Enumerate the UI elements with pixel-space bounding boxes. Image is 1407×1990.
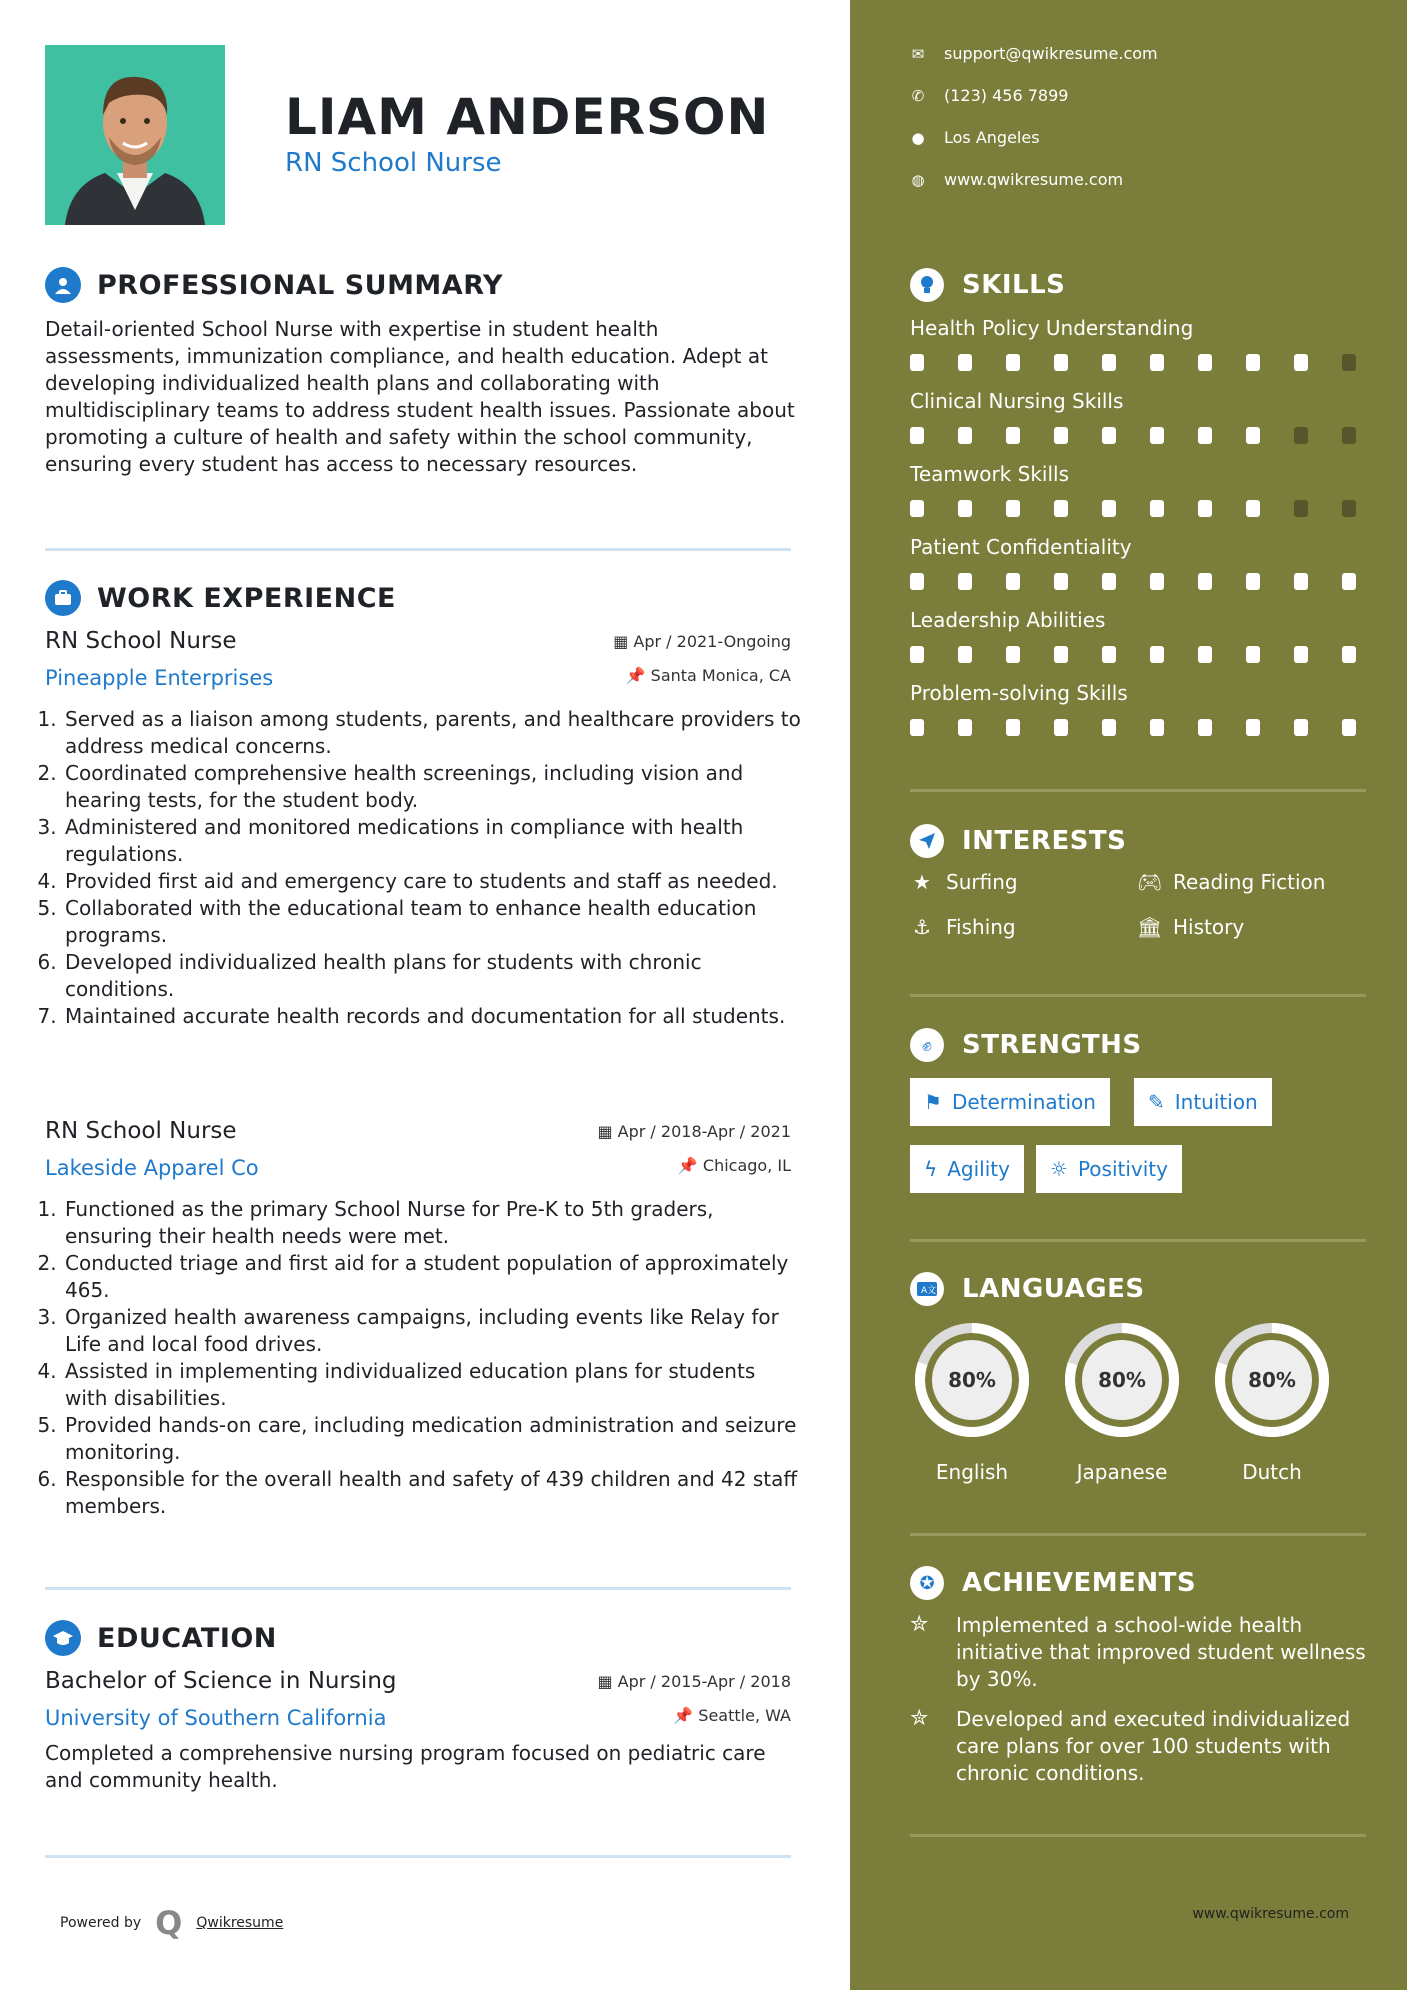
pin-icon: 📌 xyxy=(677,1156,703,1175)
divider xyxy=(45,1587,791,1590)
museum-icon: 🏛︎ xyxy=(1137,915,1163,939)
rating-dot xyxy=(1198,573,1212,590)
briefcase-icon xyxy=(45,580,81,616)
anchor-icon: ⚓︎ xyxy=(913,915,931,939)
envelope-icon: ✉ xyxy=(911,44,925,63)
rating-dot xyxy=(958,500,972,517)
skills-heading: SKILLS xyxy=(910,268,1065,302)
rating-dot xyxy=(1150,500,1164,517)
rating-dot xyxy=(1198,500,1212,517)
rating-dot xyxy=(1246,354,1260,371)
skill-item xyxy=(910,316,1370,340)
rating-dot xyxy=(1054,500,1068,517)
rating-dot xyxy=(1006,354,1020,371)
rating-dot xyxy=(1150,573,1164,590)
user-icon xyxy=(45,267,81,303)
rating-dot xyxy=(1102,354,1116,371)
list-item: 3. Administered and monitored medications in compliance with health regulations. xyxy=(63,814,803,868)
divider xyxy=(910,1834,1366,1837)
skill-rating xyxy=(910,573,1390,590)
rating-dot xyxy=(1006,719,1020,736)
list-item: 2. Conducted triage and first aid for a student population of approximately 465. xyxy=(63,1250,803,1304)
skill-name: Problem-solving Skills xyxy=(910,681,1128,705)
school-name: University of Southern California xyxy=(45,1706,387,1730)
skill-name: Clinical Nursing Skills xyxy=(910,389,1124,413)
summary-title: PROFESSIONAL SUMMARY xyxy=(97,269,504,301)
gamepad-icon: 🎮︎ xyxy=(1137,870,1163,894)
education-location: 📌 Seattle, WA xyxy=(673,1706,791,1725)
job-entry xyxy=(45,1118,798,1538)
contact-email[interactable]: ✉ support@qwikresume.com xyxy=(911,44,1158,63)
skill-rating xyxy=(910,646,1390,663)
rating-dot xyxy=(1150,427,1164,444)
rating-dot xyxy=(910,354,924,371)
list-item: 1. Functioned as the primary School Nurse for Pre-K to 5th graders, ensuring their health needs were met. xyxy=(63,1196,803,1250)
profile-photo xyxy=(45,45,225,225)
experience-heading xyxy=(45,580,396,616)
rating-dot xyxy=(1198,427,1212,444)
job-date: ▦ Apr / 2021-Ongoing xyxy=(613,632,791,651)
divider xyxy=(910,994,1366,997)
language-name: English xyxy=(935,1460,1009,1484)
job-bullets xyxy=(45,1196,803,1520)
rating-dot xyxy=(1006,427,1020,444)
shooting-star-icon: ✮ xyxy=(910,1706,929,1731)
job-location: 📌 Chicago, IL xyxy=(677,1156,791,1175)
rating-dot xyxy=(958,573,972,590)
rating-dot xyxy=(1342,719,1356,736)
interest-item: 🏛︎ History xyxy=(1137,915,1245,939)
rating-dot xyxy=(1198,646,1212,663)
rating-dot xyxy=(1246,500,1260,517)
rating-dot xyxy=(1342,427,1356,444)
rating-dot xyxy=(1294,427,1308,444)
paper-plane-icon xyxy=(910,824,944,858)
divider xyxy=(45,548,791,551)
list-item: 6. Responsible for the overall health and safety of 439 children and 42 staff members. xyxy=(63,1466,803,1520)
job-company: Lakeside Apparel Co xyxy=(45,1156,259,1180)
language-name: Dutch xyxy=(1242,1460,1302,1484)
achievement-item: ✮ Developed and executed individualized care plans for over 100 students with chronic conditions. xyxy=(910,1706,1351,1785)
rating-dot xyxy=(1054,427,1068,444)
skill-item xyxy=(910,681,1370,705)
bolt-icon: ϟ xyxy=(924,1157,938,1181)
rating-dot xyxy=(1198,354,1212,371)
rating-dot xyxy=(1006,573,1020,590)
rating-dot xyxy=(1102,500,1116,517)
contact-phone[interactable]: ✆ (123) 456 7899 xyxy=(911,86,1069,105)
rating-dot xyxy=(1246,427,1260,444)
shooting-star-icon: ✮ xyxy=(910,1612,929,1637)
sidebar xyxy=(850,0,1407,1990)
job-bullets xyxy=(45,706,803,1030)
skill-rating xyxy=(910,719,1390,736)
rating-dot xyxy=(1006,500,1020,517)
language-ring xyxy=(1060,1318,1184,1442)
rating-dot xyxy=(1150,646,1164,663)
skill-item xyxy=(910,389,1370,413)
job-entry xyxy=(45,628,801,1088)
list-item: 7. Maintained accurate health records and documentation for all students. xyxy=(63,1003,803,1030)
rating-dot xyxy=(1342,646,1356,663)
star-badge-icon: ✪ xyxy=(910,1566,944,1600)
skill-rating xyxy=(910,427,1390,444)
job-role: RN School Nurse xyxy=(45,1118,237,1144)
rating-dot xyxy=(958,646,972,663)
degree: Bachelor of Science in Nursing xyxy=(45,1668,397,1694)
divider xyxy=(45,1855,791,1858)
rating-dot xyxy=(1342,573,1356,590)
job-location: 📌 Santa Monica, CA xyxy=(625,666,791,685)
rating-dot xyxy=(1294,719,1308,736)
language-ring xyxy=(1210,1318,1334,1442)
divider xyxy=(910,1533,1366,1536)
education-date: ▦ Apr / 2015-Apr / 2018 xyxy=(597,1672,791,1691)
rating-dot xyxy=(1102,573,1116,590)
education-title: EDUCATION xyxy=(97,1622,277,1654)
achievements-heading: ✪ ACHIEVEMENTS xyxy=(910,1566,1196,1600)
interest-item: 🎮︎ Reading Fiction xyxy=(1137,870,1326,894)
list-item: 5. Provided hands-on care, including medication administration and seizure monitoring. xyxy=(63,1412,803,1466)
rating-dot xyxy=(1054,354,1068,371)
rating-dot xyxy=(1006,646,1020,663)
languages-heading: A文 LANGUAGES xyxy=(910,1272,1145,1306)
fist-icon: ✊︎ xyxy=(910,1028,944,1062)
rating-dot xyxy=(910,719,924,736)
job-company: Pineapple Enterprises xyxy=(45,666,274,690)
rating-dot xyxy=(1246,646,1260,663)
divider xyxy=(910,789,1366,792)
list-item: 1. Served as a liaison among students, parents, and healthcare providers to address medical concerns. xyxy=(63,706,803,760)
candidate-title: RN School Nurse xyxy=(285,148,502,178)
strength-tag: ϟ Agility xyxy=(910,1145,1024,1193)
rating-dot xyxy=(910,573,924,590)
interest-item: ★ Surfing xyxy=(910,870,1018,894)
rating-dot xyxy=(1102,719,1116,736)
pin-icon: 📌 xyxy=(625,666,651,685)
flag-icon: ⚑ xyxy=(924,1090,942,1114)
pin-icon: 📌 xyxy=(673,1706,699,1725)
skill-item xyxy=(910,535,1370,559)
candidate-name: LIAM ANDERSON xyxy=(285,88,770,146)
rating-dot xyxy=(1294,646,1308,663)
rating-dot xyxy=(1054,719,1068,736)
magic-wand-icon: ✎ xyxy=(1148,1090,1165,1114)
skill-rating xyxy=(910,500,1390,517)
interests-heading: INTERESTS xyxy=(910,824,1126,858)
calendar-icon: ▦ xyxy=(597,1672,618,1691)
list-item: 4. Assisted in implementing individualized education plans for students with disabilities. xyxy=(63,1358,803,1412)
skill-name: Leadership Abilities xyxy=(910,608,1106,632)
rating-dot xyxy=(1294,500,1308,517)
rating-dot xyxy=(958,354,972,371)
rating-dot xyxy=(1294,573,1308,590)
qwikresume-logo-icon: Q xyxy=(155,1904,183,1942)
strength-tag: ✎ Intuition xyxy=(1134,1078,1272,1126)
rating-dot xyxy=(1150,719,1164,736)
contact-website[interactable]: ◍ www.qwikresume.com xyxy=(911,170,1124,189)
strength-tag: ⚑ Determination xyxy=(910,1078,1110,1126)
map-marker-icon: ● xyxy=(911,128,925,147)
language-name: Japanese xyxy=(1076,1460,1168,1484)
brand-link[interactable]: Qwikresume xyxy=(196,1915,284,1931)
lightbulb-icon xyxy=(910,268,944,302)
list-item: 3. Organized health awareness campaigns, including events like Relay for Life and local food drives. xyxy=(63,1304,803,1358)
skill-item xyxy=(910,608,1370,632)
calendar-icon: ▦ xyxy=(597,1122,618,1141)
rating-dot xyxy=(1150,354,1164,371)
experience-title: WORK EXPERIENCE xyxy=(97,582,396,614)
achievement-item: ✮ Implemented a school-wide health initiative that improved student wellness by 30%. xyxy=(910,1612,1366,1691)
list-item: 4. Provided first aid and emergency care to students and staff as needed. xyxy=(63,868,803,895)
job-date: ▦ Apr / 2018-Apr / 2021 xyxy=(597,1122,791,1141)
language-percent: 80% xyxy=(1098,1368,1146,1392)
language-icon xyxy=(910,1272,944,1306)
sun-icon: ☼ xyxy=(1050,1157,1068,1181)
calendar-icon: ▦ xyxy=(613,632,634,651)
language-percent: 80% xyxy=(1248,1368,1296,1392)
education-heading xyxy=(45,1620,277,1656)
rating-dot xyxy=(1342,354,1356,371)
rating-dot xyxy=(910,500,924,517)
rating-dot xyxy=(1294,354,1308,371)
interest-item: ⚓︎ Fishing xyxy=(910,915,1016,939)
strengths-heading: ✊︎ STRENGTHS xyxy=(910,1028,1142,1062)
graduation-cap-icon xyxy=(45,1620,81,1656)
language-item xyxy=(910,1318,1034,1484)
phone-icon: ✆ xyxy=(911,86,925,105)
rating-dot xyxy=(958,427,972,444)
language-item xyxy=(1210,1318,1334,1484)
rating-dot xyxy=(910,427,924,444)
rating-dot xyxy=(1246,719,1260,736)
job-role: RN School Nurse xyxy=(45,628,237,654)
powered-by xyxy=(60,1904,283,1942)
rating-dot xyxy=(1102,427,1116,444)
summary-heading xyxy=(45,267,503,303)
rating-dot xyxy=(1102,646,1116,663)
language-ring xyxy=(910,1318,1034,1442)
list-item: 5. Collaborated with the educational team to enhance health education programs. xyxy=(63,895,803,949)
rating-dot xyxy=(1342,500,1356,517)
rating-dot xyxy=(1054,573,1068,590)
rating-dot xyxy=(1198,719,1212,736)
summary-text: Detail-oriented School Nurse with expertise in student health assessments, immunization compliance, and health education. Adept at developing individualized health plans and collaborating with multidisciplinary teams to address student health issues. Passionate about promoting a culture of health and safety within the school community, ensuring every student has access to necessary resources. xyxy=(45,317,795,476)
footer-site[interactable]: www.qwikresume.com xyxy=(1192,1906,1349,1922)
star-icon: ★ xyxy=(913,870,931,894)
skill-name: Teamwork Skills xyxy=(910,462,1069,486)
strength-tag: ☼ Positivity xyxy=(1036,1145,1182,1193)
rating-dot xyxy=(958,719,972,736)
language-item xyxy=(1060,1318,1184,1484)
skill-name: Health Policy Understanding xyxy=(910,316,1194,340)
globe-icon: ◍ xyxy=(911,170,925,189)
language-percent: 80% xyxy=(948,1368,996,1392)
divider xyxy=(910,1239,1366,1242)
list-item: 2. Coordinated comprehensive health screenings, including vision and hearing tests, for the student body. xyxy=(63,760,803,814)
list-item: 6. Developed individualized health plans for students with chronic conditions. xyxy=(63,949,803,1003)
skill-rating xyxy=(910,354,1390,371)
contact-location: ● Los Angeles xyxy=(911,128,1040,147)
rating-dot xyxy=(1054,646,1068,663)
skill-item xyxy=(910,462,1370,486)
svg-text:A文: A文 xyxy=(921,1286,937,1296)
powered-by-label: Powered by xyxy=(60,1915,142,1931)
rating-dot xyxy=(910,646,924,663)
education-entry xyxy=(45,1668,791,1738)
education-description: Completed a comprehensive nursing program focused on pediatric care and community health. xyxy=(45,1741,766,1792)
rating-dot xyxy=(1246,573,1260,590)
skill-name: Patient Confidentiality xyxy=(910,535,1132,559)
